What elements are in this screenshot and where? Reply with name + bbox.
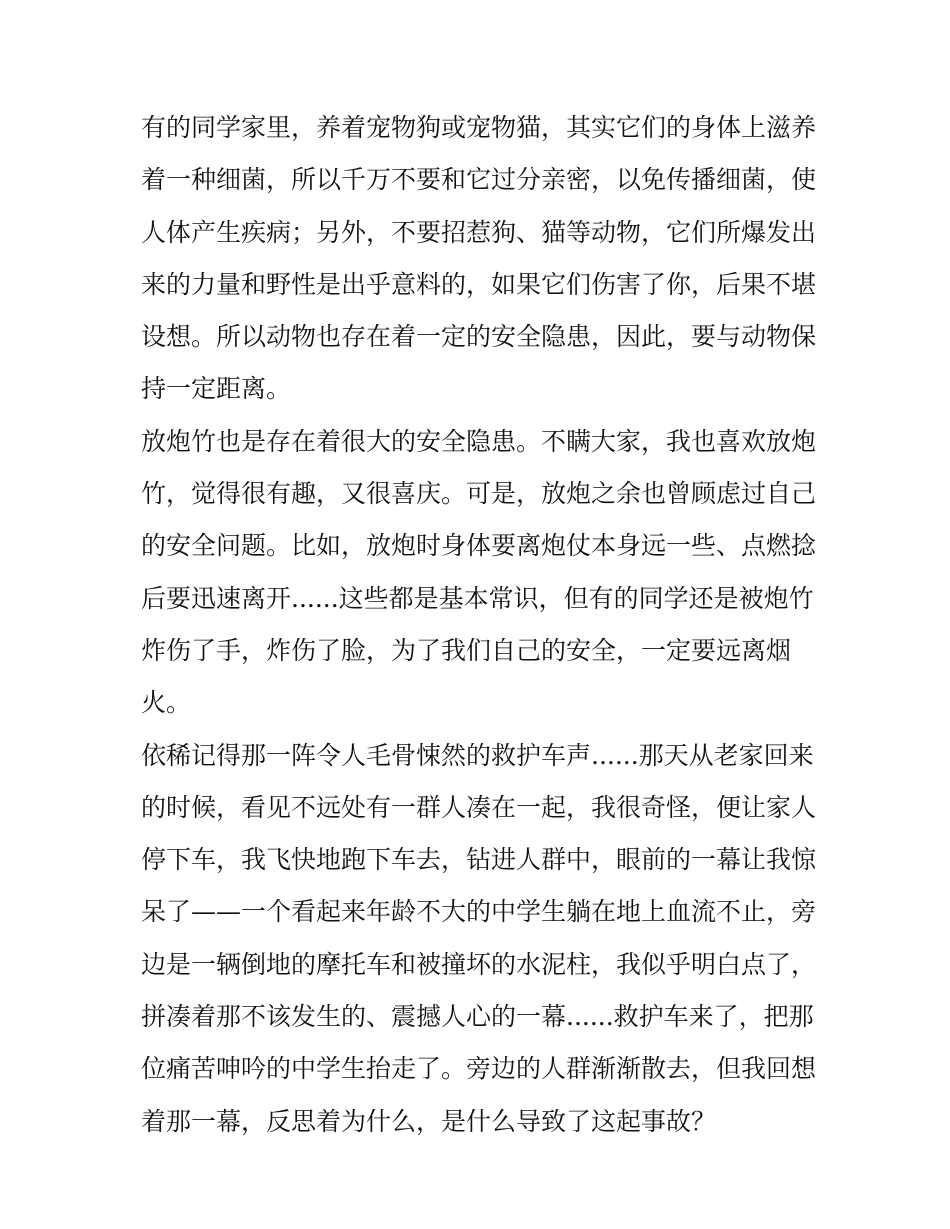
text-line: 着一种细菌，所以千万不要和它过分亲密，以免传播细菌，使 (141, 165, 817, 195)
text-line: 呆了——一个看起来年龄不大的中学生躺在地上血流不止，旁 (141, 897, 817, 927)
text-line: 人体产生疾病；另外，不要招惹狗、猫等动物，它们所爆发出 (141, 217, 817, 247)
text-line: 来的力量和野性是出乎意料的，如果它们伤害了你，后果不堪 (141, 269, 817, 299)
text-line: 持一定距离。 (141, 374, 292, 404)
text-line: 着那一幕，反思着为什么，是什么导致了这起事故？ (141, 1106, 717, 1136)
text-line: 的时候，看见不远处有一群人凑在一起，我很奇怪，便让家人 (141, 792, 817, 822)
text-line: 的安全问题。比如，放炮时身体要离炮仗本身远一些、点燃捻 (141, 531, 817, 561)
text-line: 设想。所以动物也存在着一定的安全隐患，因此，要与动物保 (141, 322, 817, 352)
text-line: 炸伤了手，炸伤了脸，为了我们自己的安全，一定要远离烟 (141, 635, 792, 665)
text-line: 火。 (141, 688, 192, 718)
text-line: 停下车，我飞快地跑下车去，钻进人群中，眼前的一幕让我惊 (141, 845, 817, 875)
text-line: 后要迅速离开......这些都是基本常识，但有的同学还是被炮竹 (141, 583, 814, 613)
text-line: 拼凑着那不该发生的、震撼人心的一幕......救护车来了，把那 (141, 1002, 814, 1032)
text-line: 位痛苦呻吟的中学生抬走了。旁边的人群渐渐散去，但我回想 (141, 1054, 817, 1084)
text-line: 依稀记得那一阵令人毛骨悚然的救护车声......那天从老家回来 (141, 740, 814, 770)
document-body (141, 102, 821, 1148)
text-line: 放炮竹也是存在着很大的安全隐患。不瞒大家，我也喜欢放炮 (141, 426, 817, 456)
text-line: 边是一辆倒地的摩托车和被撞坏的水泥柱，我似乎明白点了， (141, 949, 817, 979)
text-line: 有的同学家里，养着宠物狗或宠物猫，其实它们的身体上滋养 (141, 113, 817, 142)
text-line: 竹，觉得很有趣，又很喜庆。可是，放炮之余也曾顾虑过自己 (141, 479, 817, 509)
